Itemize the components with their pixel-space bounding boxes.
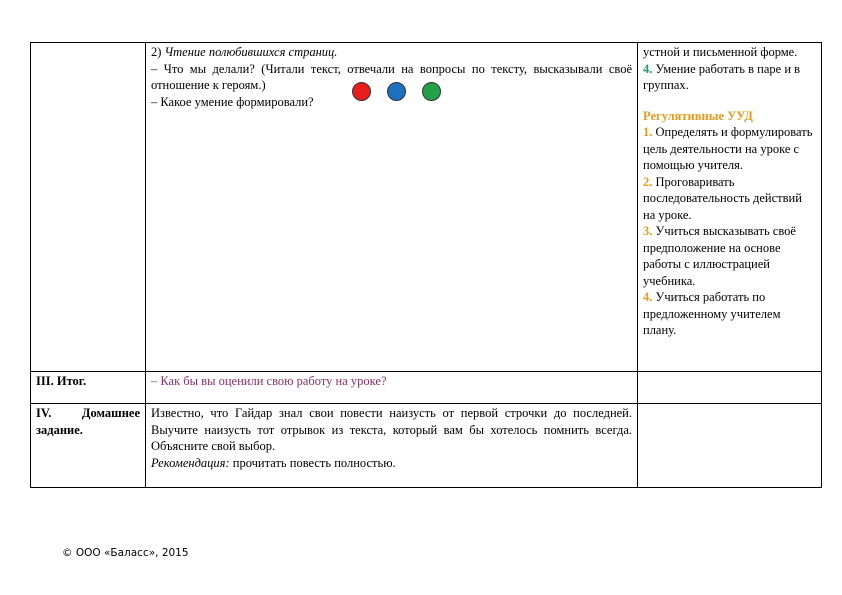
homework-text: Известно, что Гайдар знал свои повести наизусть от первой строчки до последней. Выучите наизусть тот отрывок из текста, который вам бы хотелось помнить всегда. Объясните свой выбор. xyxy=(151,406,632,453)
copyright-footer: © ООО «Баласс», 2015 xyxy=(62,547,189,559)
content-cell xyxy=(146,372,638,404)
stage-cell: IV. Домашнее задание. xyxy=(31,404,146,488)
uud-cell xyxy=(638,404,822,488)
list-item: 3. Учиться высказывать своё предположение на основе работы с иллюстрацией учебника. xyxy=(643,224,796,288)
table-row xyxy=(31,372,822,404)
homework-stage-label: IV. Домашнее xyxy=(36,406,140,420)
regulative-heading: Регулятивные УУД xyxy=(643,108,753,123)
lesson-table xyxy=(30,42,822,488)
question-what-did: – Что мы делали? (Читали текст, отвечали на вопросы по тексту, высказывали своё отношение к героям.) xyxy=(151,61,632,92)
red-dot xyxy=(352,82,371,101)
uud-cell xyxy=(638,372,822,404)
uud-cell: устной и письменной форме. 4. Умение работать в паре и в группах. Регулятивные УУД 1. Определять и формулировать цель деятельности на уроке с помощью учителя. 2. Проговаривать последовательность действий на уроке. 3. Учиться высказывать своё предположение на основе работы с иллюстрацией учебника. 4. Учиться работать по предложенному учителем плану. xyxy=(638,43,822,372)
stage-label: III. Итог. xyxy=(36,374,87,388)
reflection-question: – Как бы вы оценили свою работу на уроке? xyxy=(151,374,387,388)
table-row xyxy=(31,404,822,488)
list-item: 1. Определять и формулировать цель деятельности на уроке с помощью учителя. xyxy=(643,125,813,172)
color-dots xyxy=(352,82,441,101)
reading-item: 2) Чтение полюбившихся страниц. xyxy=(151,45,338,59)
blue-dot xyxy=(387,82,406,101)
stage-cell xyxy=(31,43,146,372)
green-dot xyxy=(422,82,441,101)
recommendation: Рекомендация: прочитать повесть полностью. xyxy=(151,455,396,470)
list-item: 4. Учиться работать по предложенному учителем плану. xyxy=(643,290,781,337)
list-item: 2. Проговаривать последовательность действий на уроке. xyxy=(643,174,802,222)
content-cell xyxy=(146,404,638,488)
question-skill: – Какое умение формировали? xyxy=(151,94,314,109)
stage-cell xyxy=(31,372,146,404)
